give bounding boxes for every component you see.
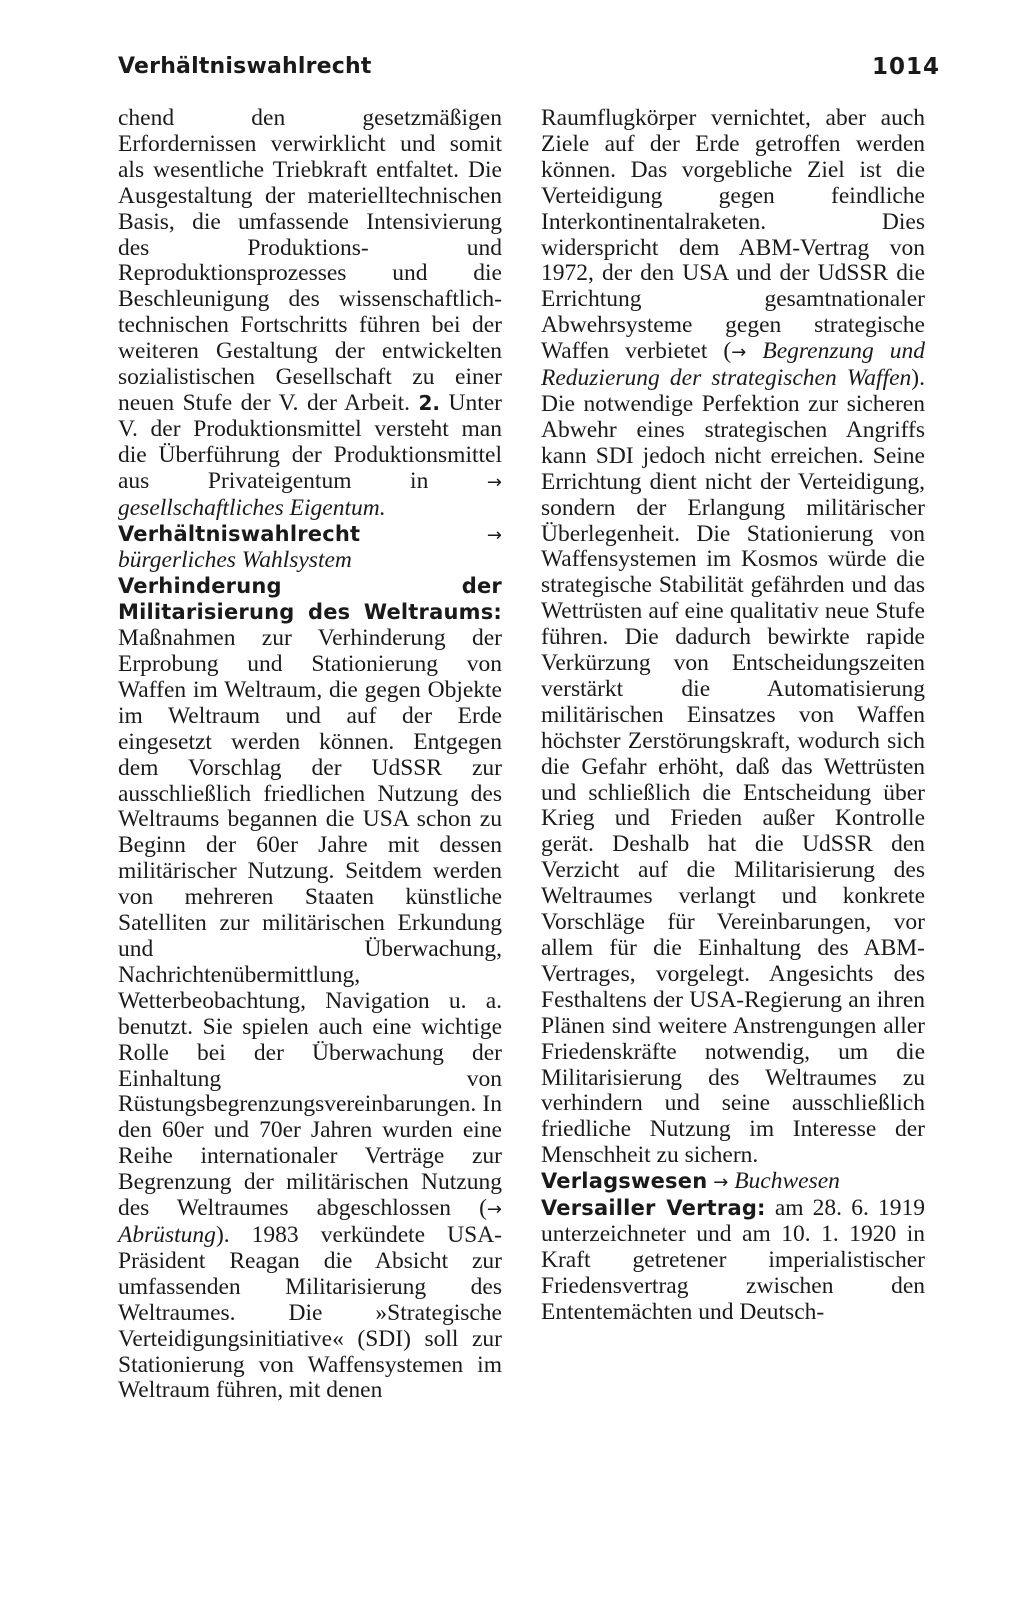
cross-reference-arrow-icon: → bbox=[731, 342, 747, 364]
page-number: 1014 bbox=[871, 54, 940, 80]
sense-number: 2. bbox=[418, 390, 441, 415]
body-text: am 28. 6. 1919 unterzeichneter und am 10. 1. 1920 in Kraft getretener imperialistischer Friedensvertrag zwischen den Ententemächten und Deutsch- bbox=[541, 1195, 925, 1325]
body-text: Maßnahmen zur Verhinderung der Erprobung und Stationierung von Waffen im Weltraum, die gegen Objekte im Weltraum und auf der Erde eingesetzt werden können. Entgegen dem Vorschlag der UdSSR zur ausschließlich friedlichen Nutzung des Weltraums begannen die USA schon zu Beginn der 60er Jahre mit dessen militärischer Nutzung. Seitdem werden von mehreren Staaten künstliche Satelliten zur militärischen Erkundung und Überwachung, Nachrichtenübermittlung, Wetterbeobachtung, Navigation u. a. benutzt. Sie spielen auch eine wichtige Rolle bei der Überwachung der Einhaltung von Rüstungsbegrenzungsvereinbarungen. In den 60er und 70er Jahren wurden eine Reihe internationaler Verträge zur Begrenzung der militärischen Nutzung des Weltraumes abgeschlossen ( bbox=[118, 625, 502, 1222]
entry-verhaeltniswahlrecht bbox=[118, 522, 502, 575]
entry-verhinderung-militarisierung bbox=[118, 574, 502, 1404]
left-column bbox=[118, 106, 502, 1404]
running-head: Verhältniswahlrecht bbox=[118, 54, 372, 79]
headword: Verhinderung der Militarisierung des Weltraums: bbox=[118, 574, 502, 625]
body-text: Unter V. der Produktionsmittel versteht man die Überführung der Produktionsmittel aus Privateigentum in bbox=[118, 389, 503, 494]
cross-reference: bürgerliches Wahlsystem bbox=[118, 547, 352, 574]
cross-reference: Buchwesen bbox=[734, 1168, 840, 1195]
cross-reference-arrow-icon: → bbox=[486, 471, 503, 493]
cross-reference: gesellschaftliches Eigentum. bbox=[118, 494, 386, 521]
entry-versailler-vertrag bbox=[541, 1196, 925, 1326]
right-column bbox=[541, 106, 925, 1326]
continuation-paragraph bbox=[541, 106, 925, 1169]
headword: Verlagswesen bbox=[541, 1169, 708, 1194]
headword: Verhältniswahlrecht bbox=[118, 521, 361, 546]
body-text: chend den gesetzmäßigen Erfordernissen verwirklicht und somit als wesentliche Triebkraft entfaltet. Die Ausgestaltung der materielltechnischen Basis, die umfassende Intensivierung des Produktions- und Reproduktionsprozesses und die Beschleunigung des wissenschaftlich-technischen Fortschritts führen bei der weiteren Gestaltung der entwickelten sozialistischen Gesellschaft zu einer neuen Stufe der V. der Arbeit. bbox=[118, 105, 502, 416]
cross-reference-arrow-icon: → bbox=[713, 1172, 729, 1194]
continuation-paragraph bbox=[118, 106, 502, 522]
body-text: ). 1983 verkündete USA-Präsident Reagan die Absicht zur umfassenden Militarisierung des Weltraumes. Die »Strategische Verteidigungsinitiative« (SDI) soll zur Stationierung von Waffensystemen im Weltraum führen, mit denen bbox=[118, 1221, 502, 1404]
body-text: Raumflugkörper vernichtet, aber auch Ziele auf der Erde getroffen werden können. Das vorgebliche Ziel ist die Verteidigung gegen feindliche Interkontinentalraketen. Dies widerspricht dem ABM-Vertrag von 1972, der den USA und der UdSSR die Errichtung gesamtnationaler Abwehrsysteme gegen strategische Waffen verbietet ( bbox=[541, 105, 925, 365]
cross-reference: Begrenzung und Reduzierung der strategischen Waffen bbox=[541, 338, 926, 392]
body-text: ). Die notwendige Perfektion zur sicheren Abwehr eines strategischen Angriffs kann SDI jedoch nicht erreichen. Seine Errichtung dient nicht der Verteidigung, sondern der Erlangung militärischer Überlegenheit. Die Stationierung von Waffensystemen im Kosmos würde die strategische Stabilität gefährden und das Wettrüsten auf eine qualitativ neue Stufe führen. Die dadurch bewirkte rapide Verkürzung von Entscheidungszeiten verstärkt die Automatisierung militärischen Einsatzes von Waffen höchster Zerstörungskraft, wodurch sich die Gefahr erhöht, daß das Wettrüsten und schließlich die Entscheidung über Krieg und Frieden außer Kontrolle gerät. Deshalb hat die UdSSR den Verzicht auf die Militarisierung des Weltraumes verlangt und konkrete Vorschläge für Vereinbarungen, vor allem für die Einhaltung des ABM-Vertrages, vorgelegt. Angesichts des Festhaltens der USA-Regierung an ihren Plänen sind weitere Anstrengungen aller Friedenskräfte notwendig, um die Militarisierung des Weltraumes zu verhindern und seine ausschließlich friedliche Nutzung im Interesse der Menschheit zu sichern. bbox=[541, 365, 925, 1169]
cross-reference: Abrüstung bbox=[118, 1221, 216, 1248]
cross-reference-arrow-icon: → bbox=[486, 1199, 502, 1221]
cross-reference-arrow-icon: → bbox=[486, 524, 502, 546]
entry-verlagswesen bbox=[541, 1169, 925, 1196]
headword: Versailler Vertrag: bbox=[541, 1196, 766, 1221]
